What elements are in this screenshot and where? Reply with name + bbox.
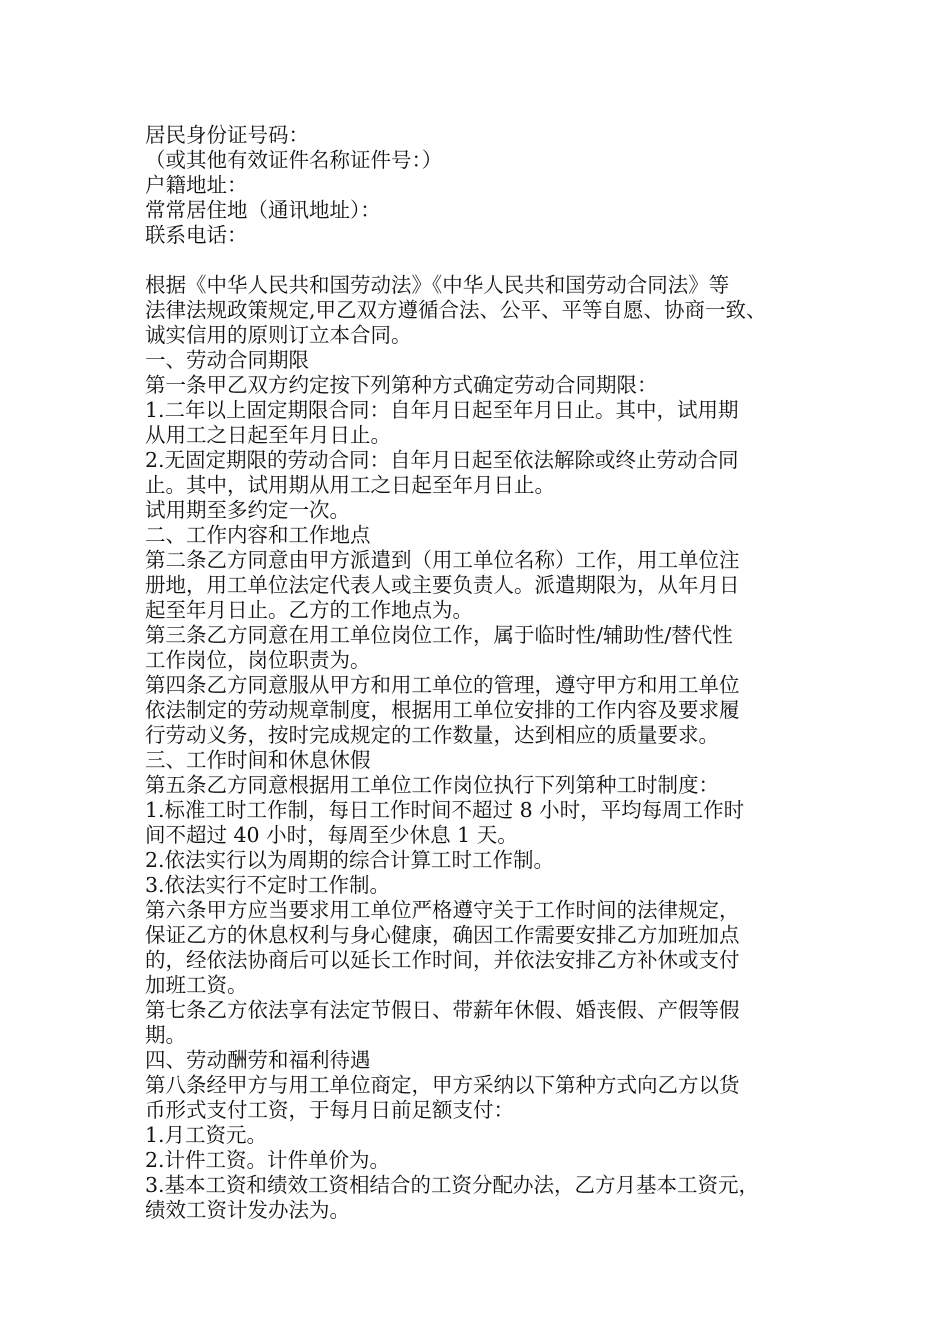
section-heading: 三、工作时间和休息休假 bbox=[145, 748, 371, 772]
clause-line: 2.计件工资。计件单价为。 bbox=[145, 1148, 391, 1172]
clause-line: 第三条乙方同意在用工单位岗位工作，属于临时性/辅助性/替代性 bbox=[145, 623, 733, 647]
clause-line: 加班工资。 bbox=[145, 973, 248, 997]
clause-line: 币形式支付工资，于每月日前足额支付： bbox=[145, 1098, 514, 1122]
clause-line: 止。其中，试用期从用工之日起至年月日止。 bbox=[145, 473, 555, 497]
clause-line: 间不超过 40 小时，每周至少休息 1 天。 bbox=[145, 823, 518, 847]
clause-line: 工作岗位，岗位职责为。 bbox=[145, 648, 371, 672]
clause-line: 3.依法实行不定时工作制。 bbox=[145, 873, 391, 897]
clause-line: 1.月工资元。 bbox=[145, 1123, 268, 1147]
clause-line: 期。 bbox=[145, 1023, 186, 1047]
preamble-line: 诚实信用的原则订立本合同。 bbox=[145, 323, 412, 347]
household-address-label: 户籍地址： bbox=[145, 173, 248, 197]
id-number-label: 居民身份证号码： bbox=[145, 123, 309, 147]
clause-line: 2.无固定期限的劳动合同：自年月日起至依法解除或终止劳动合同 bbox=[145, 448, 739, 472]
clause-line: 的，经依法协商后可以延长工作时间，并依法安排乙方补休或支付 bbox=[145, 948, 740, 972]
blank-line bbox=[145, 248, 835, 273]
clause-line: 行劳动义务，按时完成规定的工作数量，达到相应的质量要求。 bbox=[145, 723, 719, 747]
section-heading: 二、工作内容和工作地点 bbox=[145, 523, 371, 547]
clause-line: 第八条经甲方与用工单位商定，甲方采纳以下第种方式向乙方以货 bbox=[145, 1073, 740, 1097]
clause-line: 1.二年以上固定期限合同：自年月日起至年月日止。其中，试用期 bbox=[145, 398, 739, 422]
clause-line: 第七条乙方依法享有法定节假日、带薪年休假、婚丧假、产假等假 bbox=[145, 998, 740, 1022]
preamble-line: 法律法规政策规定,甲乙双方遵循合法、公平、平等自愿、协商一致、 bbox=[145, 298, 767, 322]
section-heading: 四、劳动酬劳和福利待遇 bbox=[145, 1048, 371, 1072]
clause-line: 绩效工资计发办法为。 bbox=[145, 1198, 350, 1222]
clause-line: 3.基本工资和绩效工资相结合的工资分配办法，乙方月基本工资元， bbox=[145, 1173, 760, 1197]
clause-line: 册地，用工单位法定代表人或主要负责人。派遣期限为，从年月日 bbox=[145, 573, 740, 597]
clause-line: 起至年月日止。乙方的工作地点为。 bbox=[145, 598, 473, 622]
clause-line: 第二条乙方同意由甲方派遣到（用工单位名称）工作，用工单位注 bbox=[145, 548, 740, 572]
preamble-line: 根据《中华人民共和国劳动法》《中华人民共和国劳动合同法》等 bbox=[145, 273, 730, 297]
clause-line: 第四条乙方同意服从甲方和用工单位的管理，遵守甲方和用工单位 bbox=[145, 673, 740, 697]
section-heading: 一、劳动合同期限 bbox=[145, 348, 309, 372]
clause-line: 第六条甲方应当要求用工单位严格遵守关于工作时间的法律规定， bbox=[145, 898, 740, 922]
document-body bbox=[145, 123, 835, 1223]
clause-line: 试用期至多约定一次。 bbox=[145, 498, 350, 522]
clause-line: 2.依法实行以为周期的综合计算工时工作制。 bbox=[145, 848, 555, 872]
clause-line: 从用工之日起至年月日止。 bbox=[145, 423, 391, 447]
clause-line: 第一条甲乙双方约定按下列第种方式确定劳动合同期限： bbox=[145, 373, 658, 397]
phone-label: 联系电话： bbox=[145, 223, 248, 247]
clause-line: 保证乙方的休息权利与身心健康，确因工作需要安排乙方加班加点 bbox=[145, 923, 740, 947]
clause-line: 依法制定的劳动规章制度，根据用工单位安排的工作内容及要求履 bbox=[145, 698, 740, 722]
clause-line: 1.标准工时工作制，每日工作时间不超过 8 小时，平均每周工作时 bbox=[145, 798, 745, 822]
other-id-label: （或其他有效证件名称证件号：） bbox=[145, 148, 443, 172]
clause-line: 第五条乙方同意根据用工单位工作岗位执行下列第种工时制度： bbox=[145, 773, 719, 797]
residence-address-label: 常常居住地（通讯地址）： bbox=[145, 198, 381, 222]
